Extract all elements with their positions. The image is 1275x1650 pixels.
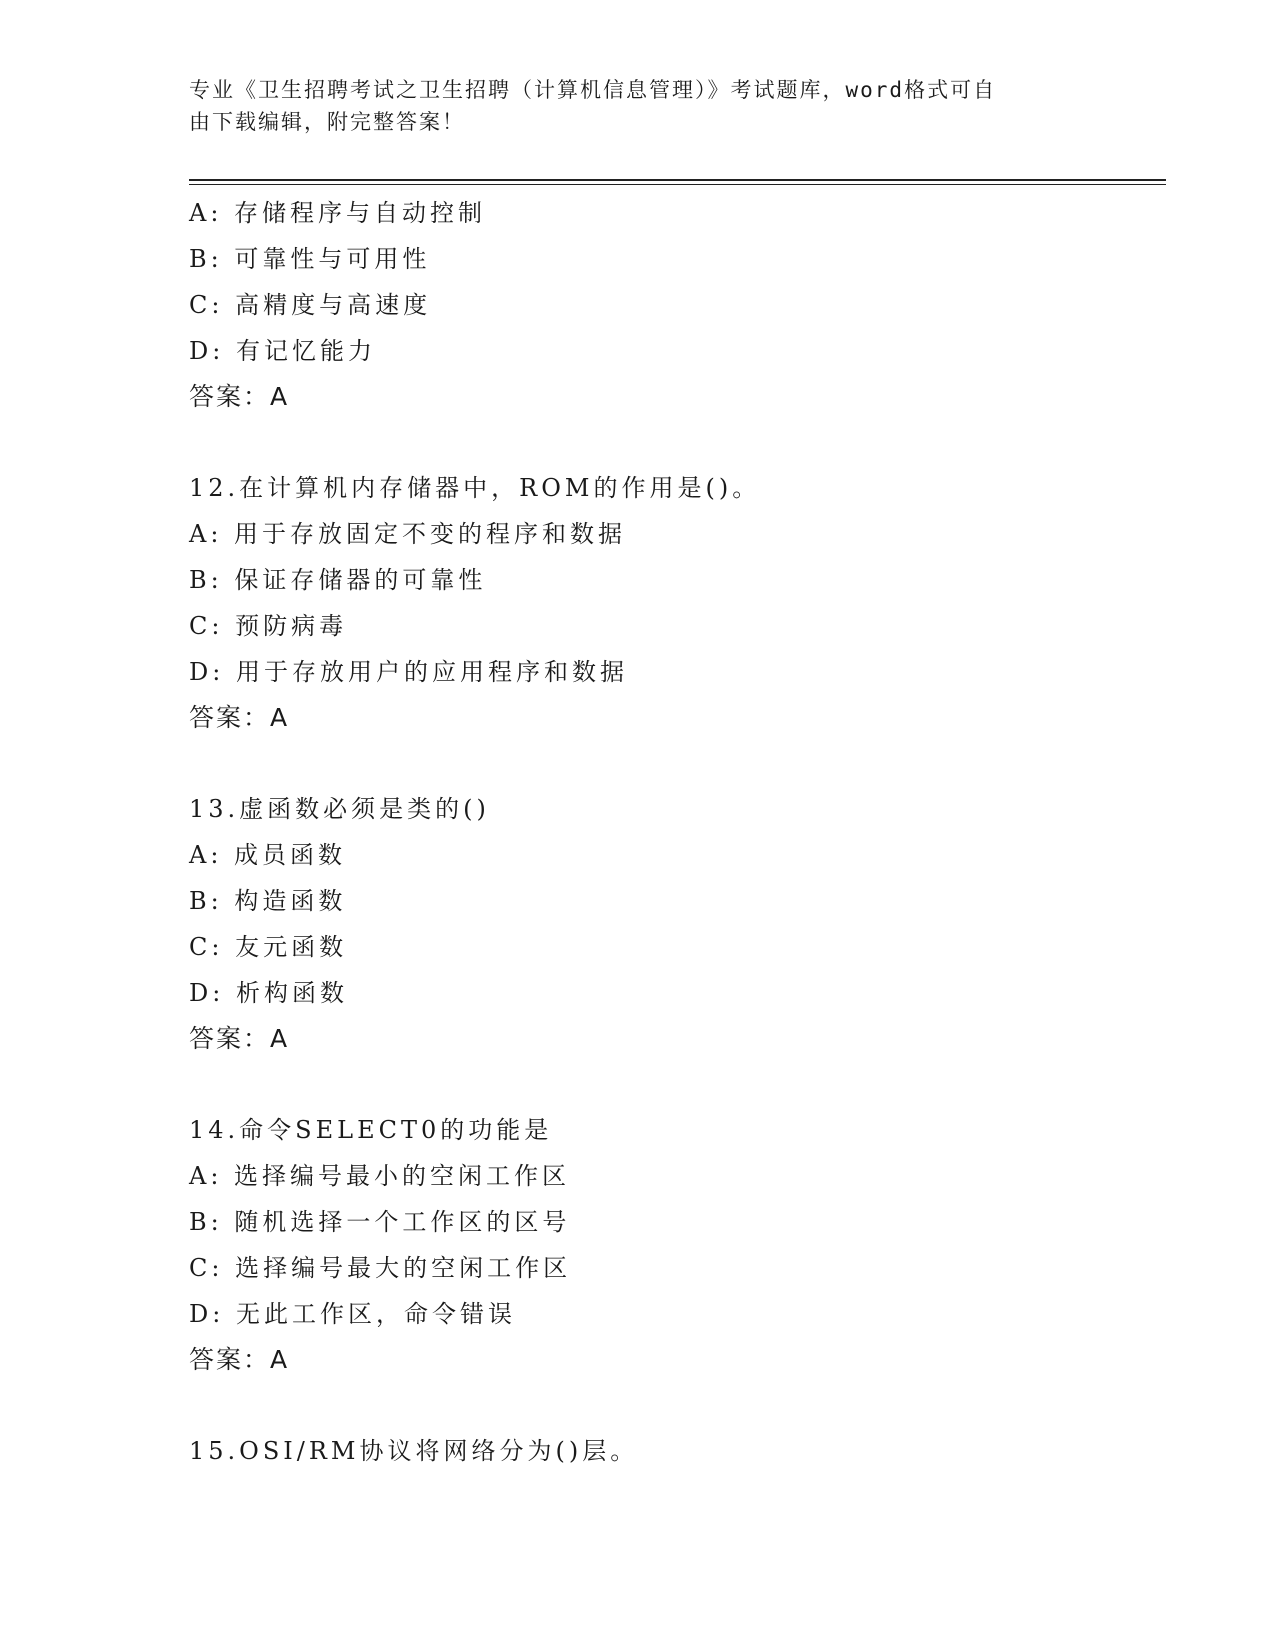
header-divider-thick bbox=[189, 179, 1166, 181]
option-a: A: 用于存放固定不变的程序和数据 bbox=[189, 520, 627, 548]
option-b: B: 保证存储器的可靠性 bbox=[189, 566, 487, 594]
spacer bbox=[189, 420, 1149, 465]
option-d: D: 析构函数 bbox=[189, 979, 348, 1007]
option-b: B: 随机选择一个工作区的区号 bbox=[189, 1208, 571, 1236]
option-a: A: 存储程序与自动控制 bbox=[189, 199, 487, 227]
question-stem: 12.在计算机内存储器中，ROM的作用是()。 bbox=[189, 474, 761, 502]
header-line-1: 专业《卫生招聘考试之卫生招聘（计算机信息管理）》考试题库，word格式可自 bbox=[189, 78, 997, 102]
option-a: A: 成员函数 bbox=[189, 841, 347, 869]
question-15 bbox=[189, 1428, 1149, 1474]
question-13 bbox=[189, 786, 1149, 1062]
option-c: C: 预防病毒 bbox=[189, 612, 348, 640]
option-c: C: 高精度与高速度 bbox=[189, 291, 432, 319]
spacer bbox=[189, 1062, 1149, 1107]
question-list bbox=[189, 190, 1149, 1474]
header-divider-thin bbox=[189, 184, 1166, 185]
header-line-2: 由下载编辑，附完整答案！ bbox=[189, 110, 465, 134]
option-d: D: 有记忆能力 bbox=[189, 337, 376, 365]
question-stem: 15.OSI/RM协议将网络分为()层。 bbox=[189, 1437, 639, 1465]
question-14 bbox=[189, 1107, 1149, 1383]
option-c: C: 友元函数 bbox=[189, 933, 348, 961]
answer-line: 答案：A bbox=[189, 1024, 290, 1053]
spacer bbox=[189, 741, 1149, 786]
option-b: B: 可靠性与可用性 bbox=[189, 245, 431, 273]
question-stem: 13.虚函数必须是类的() bbox=[189, 795, 490, 823]
option-d: D: 用于存放用户的应用程序和数据 bbox=[189, 658, 628, 686]
question-11-continued bbox=[189, 190, 1149, 420]
answer-line: 答案：A bbox=[189, 1345, 290, 1374]
question-stem: 14.命令SELECT0的功能是 bbox=[189, 1116, 553, 1144]
document-header bbox=[189, 74, 1089, 138]
option-d: D: 无此工作区，命令错误 bbox=[189, 1300, 516, 1328]
spacer bbox=[189, 1383, 1149, 1428]
answer-line: 答案：A bbox=[189, 703, 290, 732]
question-12 bbox=[189, 465, 1149, 741]
option-b: B: 构造函数 bbox=[189, 887, 347, 915]
option-c: C: 选择编号最大的空闲工作区 bbox=[189, 1254, 572, 1282]
option-a: A: 选择编号最小的空闲工作区 bbox=[189, 1162, 571, 1190]
answer-line: 答案：A bbox=[189, 382, 290, 411]
